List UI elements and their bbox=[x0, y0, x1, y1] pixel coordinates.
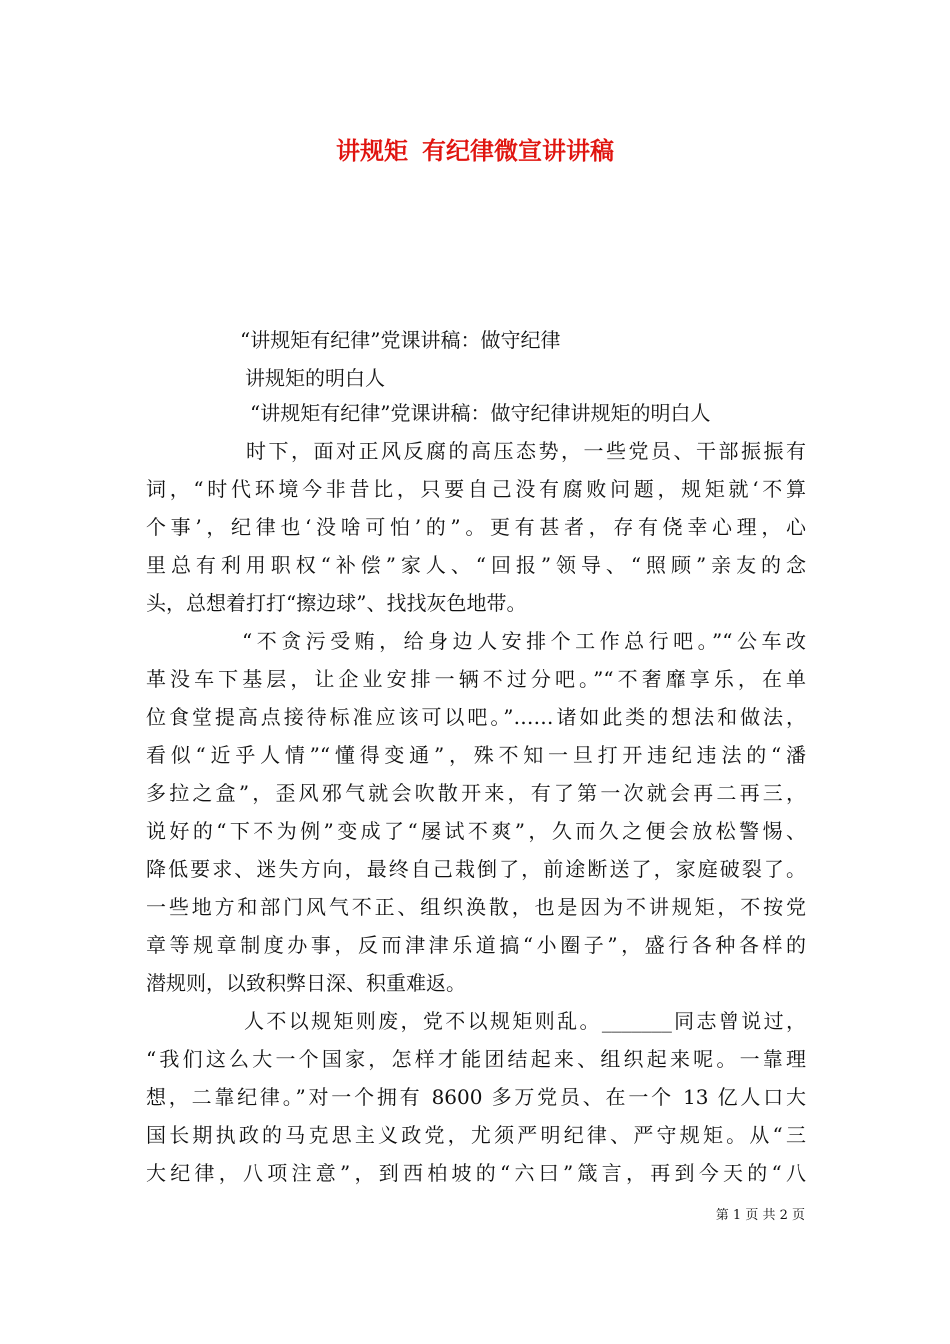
document-title bbox=[0, 135, 950, 167]
paragraph-2-line-8: 一些地方和部门风气不正、组织涣散，也是因为不讲规矩，不按党 bbox=[146, 895, 806, 919]
document-body bbox=[146, 432, 806, 1192]
paragraph-2-line-1: “不贪污受贿，给身边人安排个工作总行吧。”“公车改 bbox=[242, 629, 806, 653]
paragraph-3-line-3: 想，二靠纪律。”对一个拥有 8600 多万党员、在一个 13 亿人口大 bbox=[146, 1085, 806, 1109]
title-part-1: 讲规矩 bbox=[336, 136, 408, 165]
subheading-line-1: “讲规矩有纪律”党课讲稿：做守纪律 bbox=[240, 328, 561, 352]
paragraph-2-line-10: 潜规则，以致积弊日深、积重难返。 bbox=[146, 971, 466, 995]
title-part-2: 有纪律微宣讲讲稿 bbox=[422, 136, 614, 165]
paragraph-2-line-6: 说好的“下不为例”变成了“屡试不爽”，久而久之便会放松警惕、 bbox=[146, 819, 806, 843]
paragraph-1-line-2: 词，“时代环境今非昔比，只要自己没有腐败问题，规矩就‘不算 bbox=[146, 477, 806, 501]
paragraph-2-line-4: 看似“近乎人情”“懂得变通”，殊不知一旦打开违纪违法的“潘 bbox=[146, 743, 806, 767]
paragraph-2-line-5: 多拉之盒”，歪风邪气就会吹散开来，有了第一次就会再二再三， bbox=[146, 781, 806, 805]
paragraph-3-line-5: 大纪律，八项注意”，到西柏坡的“六曰”箴言，再到今天的“八 bbox=[146, 1161, 806, 1185]
paragraph-2-line-2: 革没车下基层，让企业安排一辆不过分吧。”“不奢靡享乐，在单 bbox=[146, 667, 806, 691]
paragraph-3-line-1: 人不以规矩则废，党不以规矩则乱。_______同志曾说过， bbox=[244, 1009, 806, 1033]
paragraph-3-line-4: 国长期执政的马克思主义政党，尤须严明纪律、严守规矩。从“三 bbox=[146, 1123, 806, 1147]
subheading-line-2: 讲规矩的明白人 bbox=[245, 366, 385, 390]
paragraph-2-line-9: 章等规章制度办事，反而津津乐道搞“小圈子”，盛行各种各样的 bbox=[146, 933, 806, 957]
paragraph-1-line-1: 时下，面对正风反腐的高压态势，一些党员、干部振振有 bbox=[246, 439, 806, 463]
paragraph-1-line-5: 头，总想着打打“擦边球”、找找灰色地带。 bbox=[146, 591, 527, 615]
paragraph-1-line-4: 里总有利用职权“补偿”家人、“回报”领导、“照顾”亲友的念 bbox=[146, 553, 806, 577]
paragraph-3-line-2: “我们这么大一个国家，怎样才能团结起来、组织起来呢。一靠理 bbox=[146, 1047, 806, 1071]
subheading-line-3: “讲规矩有纪律”党课讲稿：做守纪律讲规矩的明白人 bbox=[250, 401, 711, 425]
paragraph-2-line-3: 位食堂提高点接待标准应该可以吧。”……诸如此类的想法和做法， bbox=[146, 705, 806, 729]
paragraph-1-line-3: 个事’，纪律也‘没啥可怕’的”。更有甚者，存有侥幸心理，心 bbox=[146, 515, 806, 539]
page-number-footer: 第 1 页 共 2 页 bbox=[715, 1208, 805, 1223]
paragraph-2-line-7: 降低要求、迷失方向，最终自己栽倒了，前途断送了，家庭破裂了。 bbox=[146, 857, 806, 881]
